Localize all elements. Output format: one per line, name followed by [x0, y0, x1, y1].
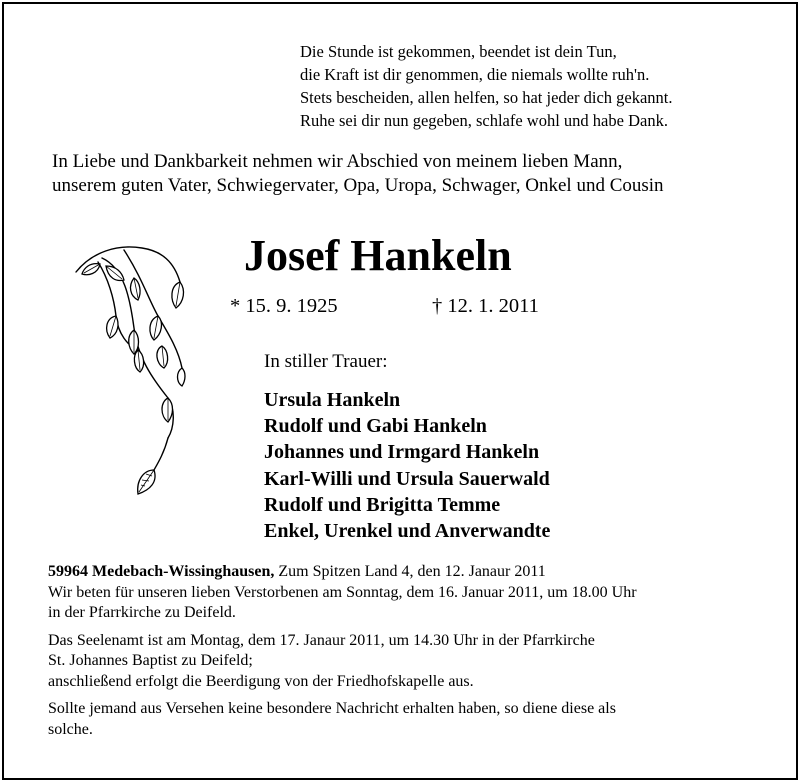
- mourning-heading: In stiller Trauer:: [264, 351, 388, 372]
- prayer-line: in der Pfarrkirche zu Deifeld.: [48, 604, 236, 621]
- notes: [48, 562, 778, 740]
- poem-line: Die Stunde ist gekommen, beendet ist dein Tun,: [300, 42, 617, 61]
- requiem-line: St. Johannes Baptist zu Deifeld;: [48, 652, 253, 669]
- intro-text: [52, 150, 664, 197]
- prayer-paragraph: [48, 583, 778, 624]
- closing-paragraph: [48, 699, 778, 740]
- poem-line: die Kraft ist dir genommen, die niemals wollte ruh'n.: [300, 65, 650, 84]
- intro-line: In Liebe und Dankbarkeit nehmen wir Abschied von meinem lieben Mann,: [52, 151, 623, 172]
- deceased-name: Josef Hankeln: [244, 231, 512, 280]
- mourner-name: Johannes und Irmgard Hankeln: [264, 441, 540, 464]
- address-rest: Zum Spitzen Land 4, den 12. Janaur 2011: [274, 563, 546, 580]
- address-line: [48, 562, 778, 583]
- mourner-name: Enkel, Urenkel und Anverwandte: [264, 520, 551, 543]
- requiem-paragraph: [48, 631, 778, 693]
- mourners-list: [264, 387, 550, 544]
- closing-line: Sollte jemand aus Versehen keine besondere Nachricht erhalten haben, so diene diese als: [48, 700, 616, 717]
- birch-branch-icon: [72, 238, 202, 508]
- birth-date: * 15. 9. 1925: [230, 295, 338, 317]
- intro-line: unserem guten Vater, Schwiegervater, Opa, Uropa, Schwager, Onkel und Cousin: [52, 174, 664, 196]
- prayer-line: Wir beten für unseren lieben Verstorbenen am Sonntag, dem 16. Januar 2011, um 18.00 Uhr: [48, 583, 637, 601]
- poem-line: Stets bescheiden, allen helfen, so hat jeder dich gekannt.: [300, 88, 673, 107]
- mourner-name: Rudolf und Brigitta Temme: [264, 493, 501, 516]
- requiem-line: anschließend erfolgt die Beerdigung von der Friedhofskapelle aus.: [48, 672, 474, 690]
- closing-line: solche.: [48, 720, 93, 738]
- mourner-name: Rudolf und Gabi Hankeln: [264, 415, 487, 438]
- poem-line: Ruhe sei dir nun gegeben, schlafe wohl und habe Dank.: [300, 111, 668, 130]
- poem: [300, 40, 673, 132]
- address-bold: 59964 Medebach-Wissinghausen,: [48, 563, 275, 580]
- mourner-name: Ursula Hankeln: [264, 389, 401, 411]
- death-date: † 12. 1. 2011: [432, 295, 539, 317]
- mourner-name: Karl-Willi und Ursula Sauerwald: [264, 467, 550, 490]
- requiem-line: Das Seelenamt ist am Montag, dem 17. Janaur 2011, um 14.30 Uhr in der Pfarrkirche: [48, 631, 595, 649]
